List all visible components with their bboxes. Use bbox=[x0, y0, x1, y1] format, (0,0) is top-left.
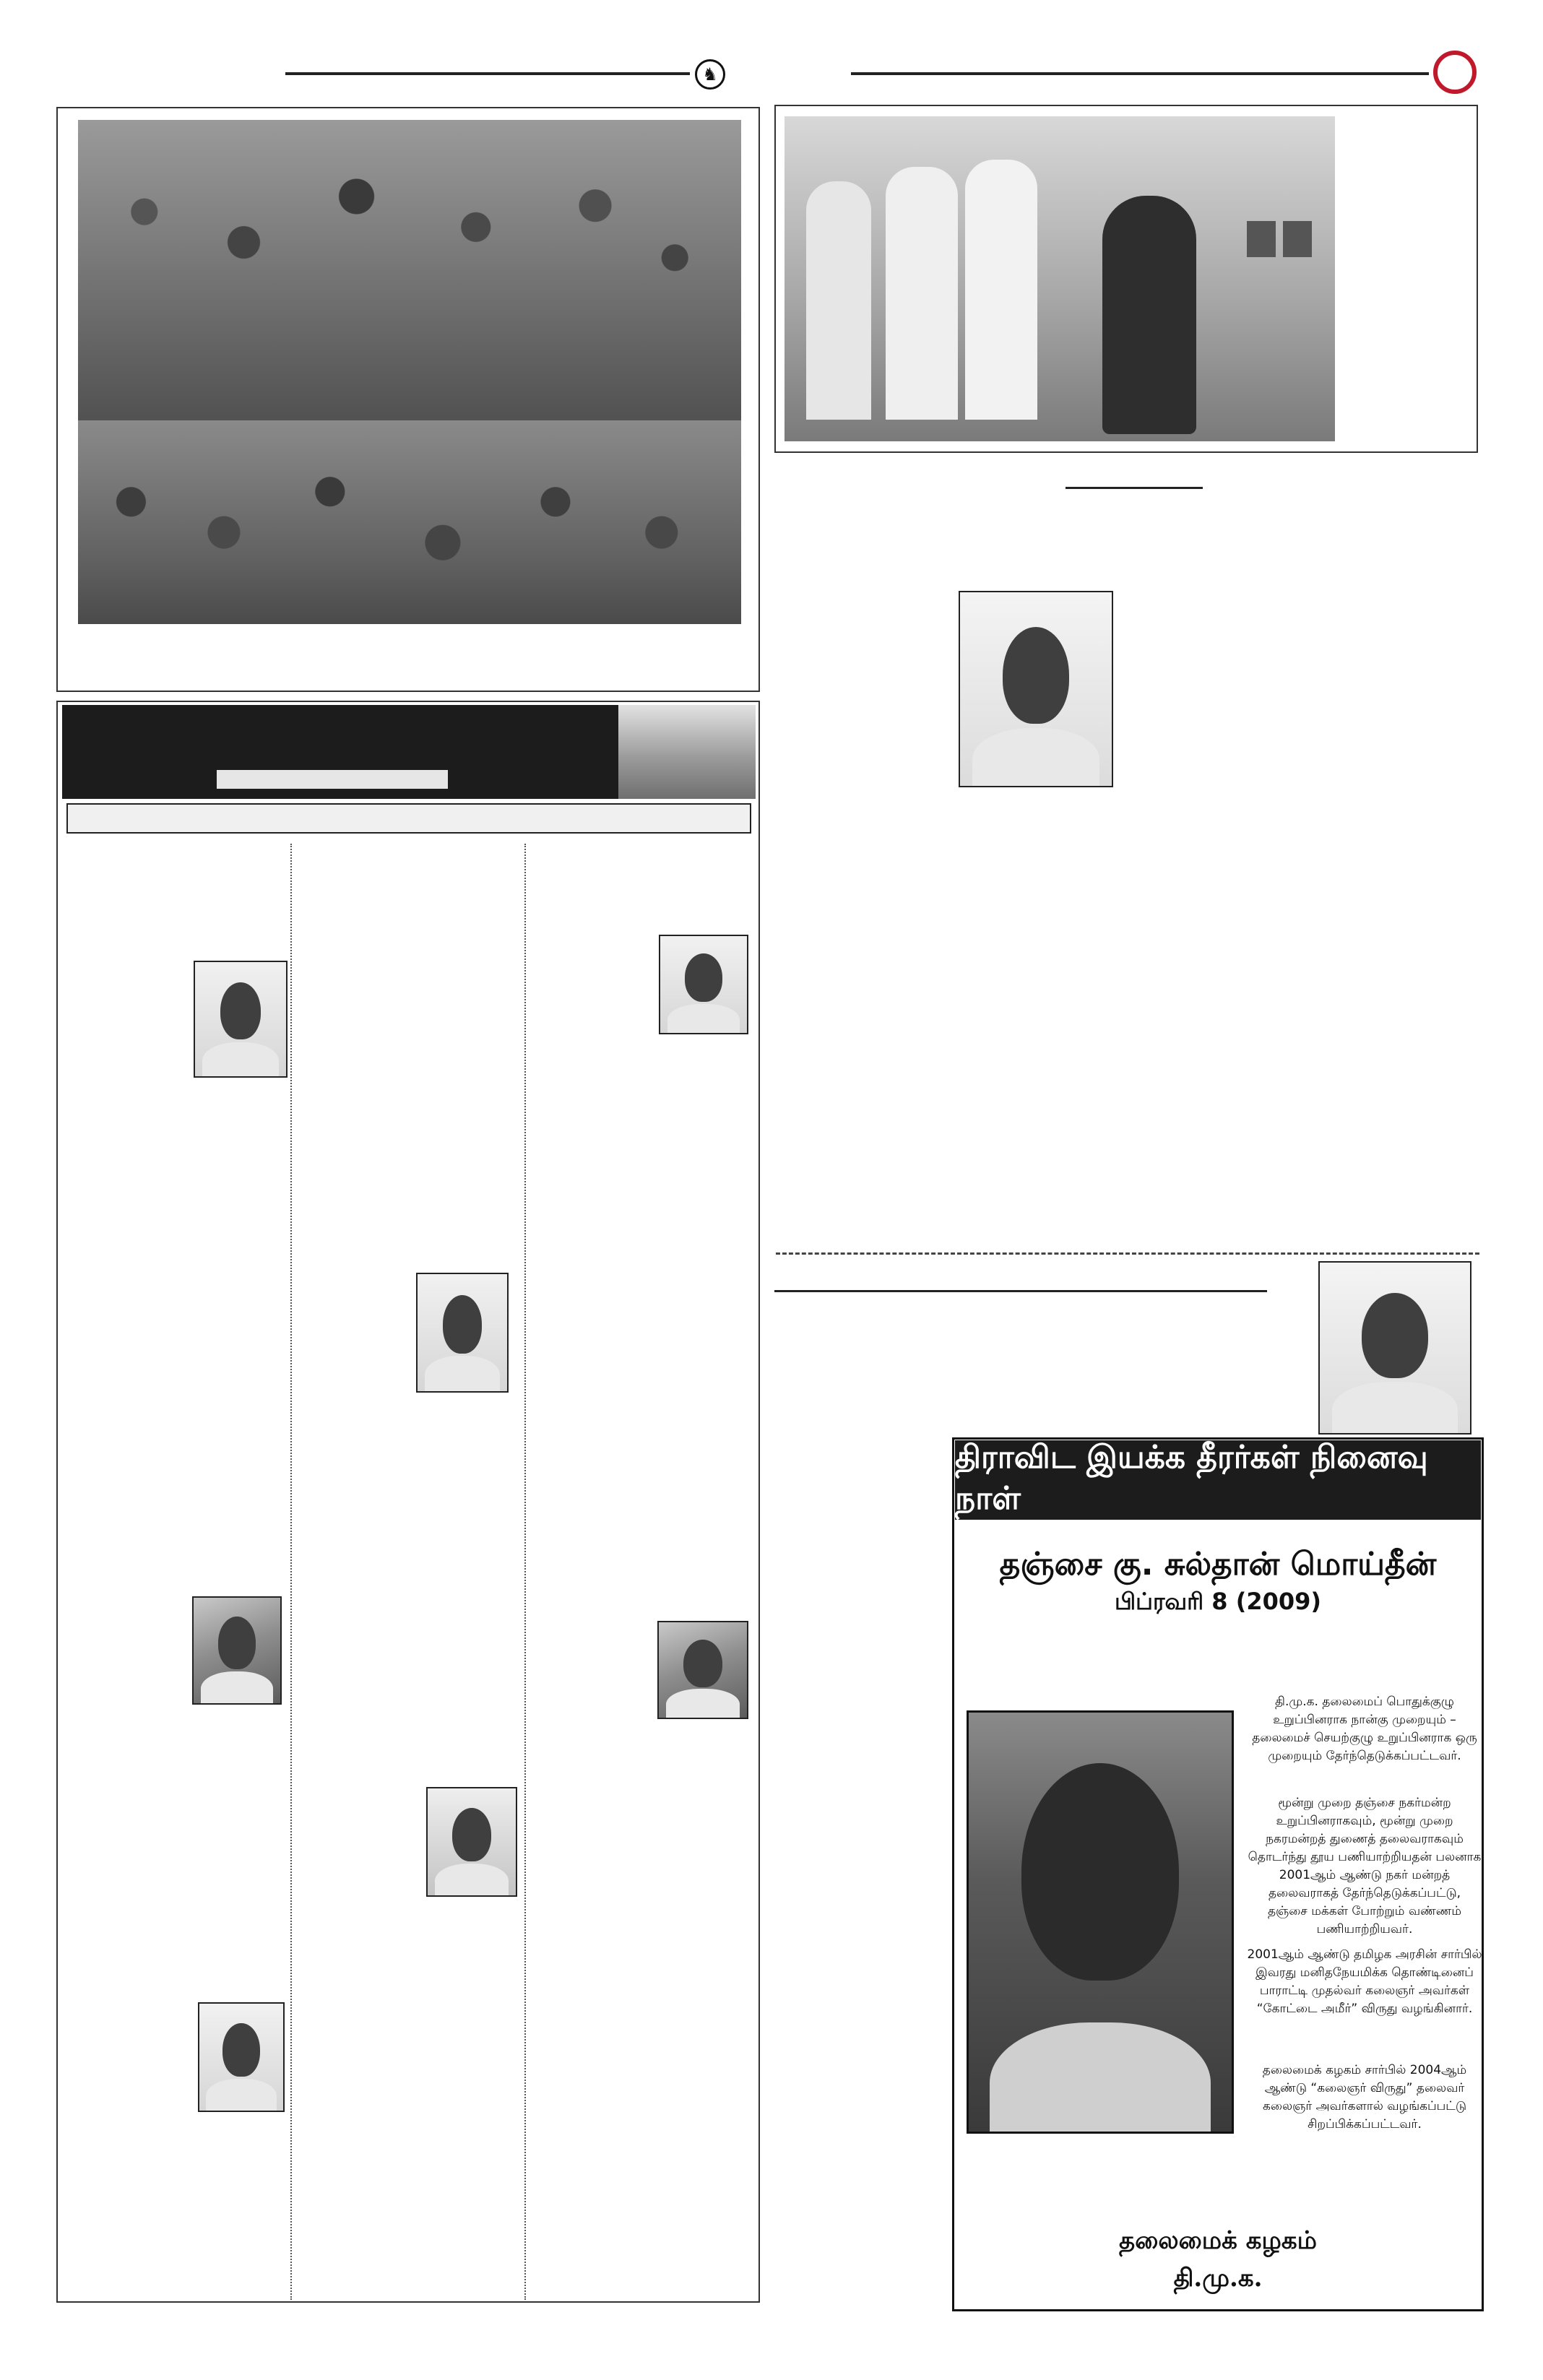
memorial-footer-line1: தலைமைக் கழகம் bbox=[1119, 2226, 1317, 2255]
portrait-right-middle bbox=[1318, 1261, 1471, 1435]
event-photo-bottom bbox=[78, 420, 741, 624]
memorial-date: பிப்ரவரி 8 (2009) bbox=[1114, 1588, 1322, 1615]
event-photo-top bbox=[78, 120, 741, 426]
memorial-footer-line2: தி.மு.க. bbox=[1173, 2264, 1263, 2293]
header-rule-right bbox=[851, 72, 1429, 75]
header-rule-left bbox=[285, 72, 690, 75]
memorial-banner: திராவிட இயக்க தீரர்கள் நினைவு நாள் bbox=[955, 1440, 1481, 1520]
event-photo-frame bbox=[56, 107, 760, 692]
memorial-bio-4: தலைமைக் கழகம் சார்பில் 2004ஆம் ஆண்டு “கலைஞர் விருது” தலைவர் கலைஞர் அவர்களால் வழங்கப்பட்டு சிறப்பிக்கப்பட்டவர். bbox=[1262, 2063, 1467, 2132]
memorial-name: தஞ்சை கு. சுல்தான் மொய்தீன் bbox=[999, 1546, 1437, 1583]
mp-portrait-7 bbox=[198, 2002, 285, 2112]
parliament-banner-bar bbox=[217, 770, 448, 789]
right-lower-rule bbox=[774, 1290, 1267, 1292]
statue-photo-frame bbox=[774, 105, 1478, 453]
mp-portrait-5 bbox=[657, 1621, 748, 1719]
mp-portrait-3 bbox=[416, 1273, 509, 1393]
mp-portrait-1 bbox=[194, 961, 288, 1078]
subheader-bar bbox=[66, 803, 751, 834]
mp-portrait-2 bbox=[659, 935, 748, 1034]
right-section-rule bbox=[1066, 487, 1203, 489]
parliament-building-photo bbox=[618, 705, 756, 799]
mp-portrait-6 bbox=[426, 1787, 517, 1897]
memorial-portrait bbox=[967, 1710, 1234, 2134]
elephant-emblem-icon: ♞ bbox=[695, 59, 725, 90]
portrait-right-top bbox=[959, 591, 1113, 787]
memorial-bio-2: மூன்று முறை தஞ்சை நகர்மன்ற உறுப்பினராகவும், மூன்று முறை நகரமன்றத் துணைத் தலைவராகவும் தொடர்ந்து தூய பணியாற்றியதன் பலனாக 2001ஆம் ஆண்டு நகர் மன்றத் தலைவராகத் தேர்ந்தெடுக்கப்பட்டு, தஞ்சை மக்கள் போற்றும் வண்ணம் பணியாற்றியவர். bbox=[1248, 1796, 1482, 1937]
column-divider-1 bbox=[290, 844, 292, 2300]
right-dashed-separator bbox=[776, 1252, 1479, 1255]
memorial-bio-1: தி.மு.க. தலைமைப் பொதுக்குழு உறுப்பினராக நான்கு முறையும் – தலைமைச் செயற்குழு உறுப்பினராக ஒரு முறையும் தேர்ந்தெடுக்கப்பட்டவர். bbox=[1252, 1695, 1477, 1763]
column-divider-2 bbox=[524, 844, 526, 2300]
mp-portrait-4 bbox=[192, 1596, 282, 1705]
left-column-box bbox=[56, 701, 760, 2303]
memorial-bio-3: 2001ஆம் ஆண்டு தமிழக அரசின் சார்பில் இவரது மனிதநேயமிக்க தொண்டினைப் பாராட்டி முதல்வர் கலைஞர் அவர்கள் “கோட்டை அமீர்” விருது வழங்கினார். bbox=[1247, 1947, 1482, 2016]
page-number-circle-icon bbox=[1433, 51, 1477, 94]
statue-tribute-photo bbox=[785, 116, 1335, 441]
